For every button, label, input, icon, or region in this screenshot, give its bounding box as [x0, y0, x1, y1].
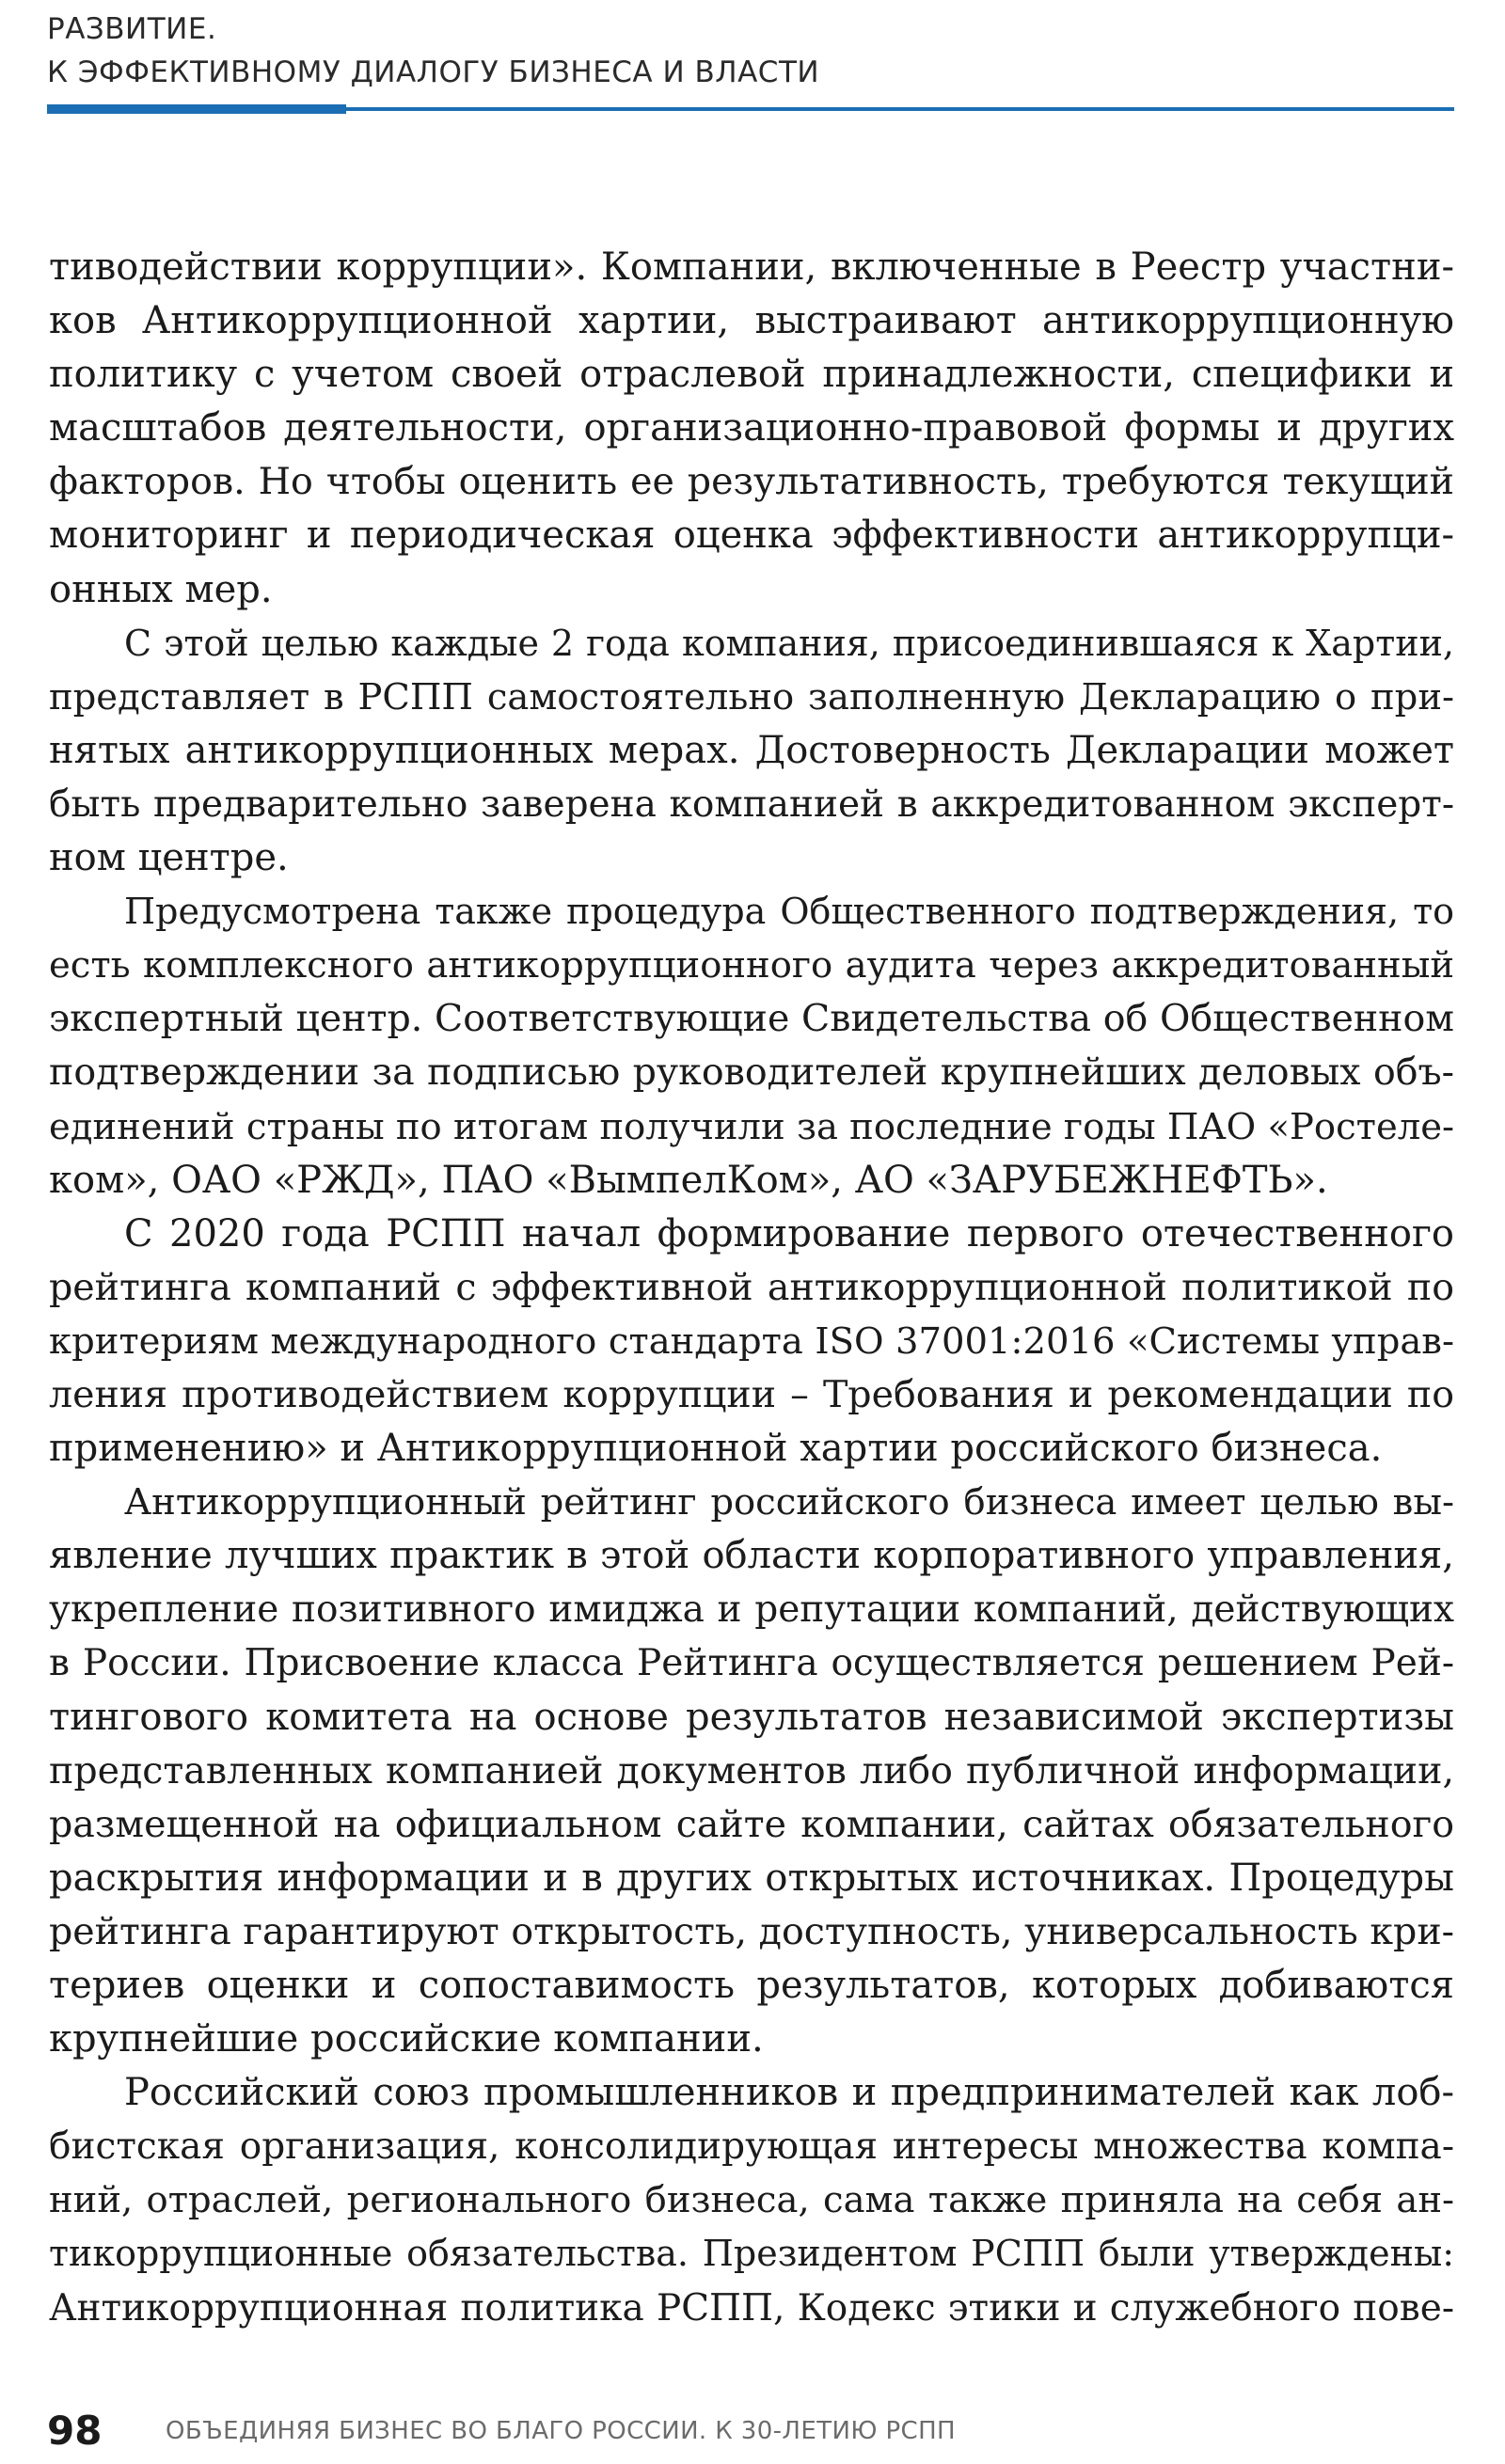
- text-line: Предусмотрена также процедура Общественного подтверждения, то: [124, 891, 1454, 933]
- paragraph-4: [49, 1208, 1454, 1476]
- text-line: раскрытия информации и в других открытых источниках. Процедуры: [49, 1856, 1454, 1900]
- page-number: 98: [47, 2408, 103, 2454]
- paragraph-2: [49, 617, 1454, 885]
- paragraph-6: [49, 2066, 1454, 2334]
- text-line: ком», ОАО «РЖД», ПАО «ВымпелКом», АО «ЗАРУБЕЖНЕФТЬ».: [49, 1158, 1328, 1202]
- text-line: ном центре.: [49, 836, 289, 880]
- text-line: в России. Присвоение класса Рейтинга осуществляется решением Рей-: [49, 1642, 1454, 1685]
- text-line: рейтинга гарантируют открытость, доступность, универсальность кри-: [49, 1909, 1454, 1953]
- text-line: тикоррупционные обязательства. Президентом РСПП были утверждены:: [49, 2233, 1454, 2275]
- text-line: Антикоррупционный рейтинг российского бизнеса имеет целью вы-: [124, 1481, 1454, 1524]
- text-line: есть комплексного антикоррупционного аудита через аккредитованный: [49, 944, 1454, 987]
- footer-book-title: ОБЪЕДИНЯЯ БИЗНЕС ВО БЛАГО РОССИИ. К 30-ЛЕТИЮ РСПП: [166, 2417, 957, 2445]
- text-line: тиводействии коррупции». Компании, включенные в Реестр участни-: [49, 245, 1454, 289]
- text-line: представленных компанией документов либо публичной информации,: [49, 1748, 1454, 1793]
- text-line: ков Антикоррупционной хартии, выстраивают антикоррупционную: [49, 299, 1454, 343]
- text-line: явление лучших практик в этой области корпоративного управления,: [49, 1534, 1454, 1578]
- header-section-subtitle: К ЭФФЕКТИВНОМУ ДИАЛОГУ БИЗНЕСА И ВЛАСТИ: [47, 55, 820, 89]
- text-line: Антикоррупционная политика РСПП, Кодекс этики и служебного пове-: [49, 2286, 1454, 2330]
- text-line: укрепление позитивного имиджа и репутации компаний, действующих: [49, 1588, 1454, 1632]
- text-line: Российский союз промышленников и предпринимателей как лоб-: [124, 2071, 1454, 2115]
- paragraph-1: [49, 241, 1454, 617]
- text-line: ления противодействием коррупции – Требования и рекомендации по: [49, 1372, 1454, 1416]
- text-line: бистская организация, консолидирующая интересы множества компа-: [49, 2125, 1454, 2169]
- text-line: С этой целью каждые 2 года компания, присоединившаяся к Хартии,: [124, 622, 1454, 664]
- text-line: ний, отраслей, регионального бизнеса, сама также приняла на себя ан-: [49, 2179, 1454, 2222]
- text-line: политику с учетом своей отраслевой принадлежности, специфики и: [49, 353, 1454, 397]
- text-line: факторов. Но чтобы оценить ее результативность, требуются текущий: [49, 460, 1454, 504]
- text-line: критериям международного стандарта ISO 37001:2016 «Системы управ-: [49, 1319, 1454, 1363]
- text-line: тингового комитета на основе результатов независимой экспертизы: [49, 1695, 1454, 1739]
- running-header: [47, 8, 819, 94]
- text-line: нятых антикоррупционных мерах. Достоверность Декларации может: [49, 728, 1454, 772]
- paragraph-3: [49, 885, 1454, 1208]
- text-line: масштабов деятельности, организационно-правовой формы и других: [49, 406, 1454, 450]
- text-line: онных мер.: [49, 567, 273, 611]
- text-line: крупнейшие российские компании.: [49, 2017, 764, 2061]
- text-line: единений страны по итогам получили за последние годы ПАО «Ростеле-: [49, 1105, 1454, 1148]
- header-rule-accent: [47, 104, 346, 114]
- text-line: С 2020 года РСПП начал формирование первого отечественного: [124, 1211, 1454, 1256]
- text-line: териев оценки и сопоставимость результатов, которых добиваются: [49, 1964, 1454, 2007]
- text-line: размещенной на официальном сайте компании, сайтах обязательного: [49, 1802, 1454, 1846]
- body-text: [49, 241, 1454, 2335]
- text-line: быть предварительно заверена компанией в аккредитованном эксперт-: [49, 782, 1454, 826]
- text-line: представляет в РСПП самостоятельно заполненную Декларацию о при-: [49, 675, 1454, 719]
- text-line: мониторинг и периодическая оценка эффективности антикоррупци-: [49, 513, 1454, 558]
- text-line: применению» и Антикоррупционной хартии российского бизнеса.: [49, 1427, 1383, 1471]
- text-line: экспертный центр. Соответствующие Свидетельства об Общественном: [49, 997, 1454, 1041]
- text-line: подтверждении за подписью руководителей крупнейших деловых объ-: [49, 1050, 1454, 1095]
- text-line: рейтинга компаний с эффективной антикоррупционной политикой по: [49, 1265, 1454, 1309]
- header-section-title: РАЗВИТИЕ.: [47, 12, 217, 46]
- paragraph-5: [49, 1476, 1454, 2066]
